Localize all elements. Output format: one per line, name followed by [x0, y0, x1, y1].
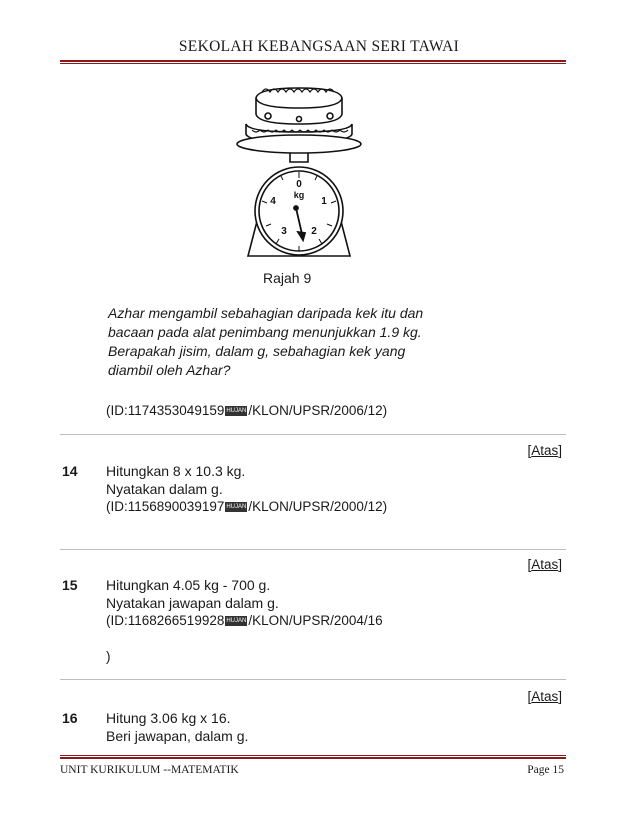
q14-id [106, 499, 387, 514]
q14-line-1: Hitungkan 8 x 10.3 kg. [106, 463, 246, 479]
figure-caption: Rajah 9 [263, 270, 312, 286]
separator [60, 549, 566, 550]
q15-id [106, 613, 383, 628]
q16-number: 16 [62, 710, 78, 726]
footer-page-number: Page 15 [527, 764, 564, 776]
q13-id-suffix: /KLON/UPSR/2006/12) [248, 403, 388, 418]
header-rule [60, 60, 566, 62]
q15-line-2: Nyatakan jawapan dalam g. [106, 595, 279, 611]
q16-line-1: Hitung 3.06 kg x 16. [106, 710, 231, 726]
dial-label-3: 3 [281, 226, 287, 237]
q15-line-1: Hitungkan 4.05 kg - 700 g. [106, 577, 271, 593]
footer-rule [60, 757, 566, 759]
separator [60, 434, 566, 435]
dial-label-4: 4 [270, 196, 276, 207]
dial-unit: kg [293, 190, 305, 200]
atas-link-label[interactable]: Atas [531, 689, 559, 704]
atas-link-2[interactable]: [Atas] [527, 557, 562, 572]
weighing-scale-icon [228, 80, 370, 266]
q14-badge: HUJAN [226, 504, 247, 511]
separator [60, 679, 566, 680]
q14-number: 14 [62, 463, 78, 479]
atas-link-1[interactable]: [Atas] [527, 443, 562, 458]
atas-link-label[interactable]: Atas [531, 557, 559, 572]
dial-label-0: 0 [296, 179, 302, 190]
q13-line-4: diambil oleh Azhar? [108, 362, 231, 378]
dial-label-2: 2 [311, 226, 317, 237]
footer-left: UNIT KURIKULUM --MATEMATIK [60, 764, 239, 776]
q13-badge: HUJAN [226, 408, 247, 415]
q15-id-suffix: /KLON/UPSR/2004/16 [248, 613, 383, 628]
q14-id-suffix: /KLON/UPSR/2000/12) [248, 499, 388, 514]
q13-line-1: Azhar mengambil sebahagian daripada kek itu dan [108, 305, 424, 321]
q13-line-2: bacaan pada alat penimbang menunjukkan 1.9 kg. [108, 324, 422, 340]
q14-id-prefix: (ID:1156890039197 [106, 499, 225, 514]
q13-id [106, 403, 387, 418]
dial-label-1: 1 [321, 196, 327, 207]
q15-id-closing: ) [106, 649, 111, 664]
atas-link-label[interactable]: Atas [531, 443, 559, 458]
q15-number: 15 [62, 577, 78, 593]
q15-badge: HUJAN [226, 618, 247, 625]
q13-id-prefix: (ID:1174353049159 [106, 403, 225, 418]
page-header-title: SEKOLAH KEBANGSAAN SERI TAWAI [178, 38, 460, 55]
header-rule-thin [60, 63, 566, 64]
q15-id-prefix: (ID:1168266519928 [106, 613, 225, 628]
q14-line-2: Nyatakan dalam g. [106, 481, 223, 497]
q13-line-3: Berapakah jisim, dalam g, sebahagian kek yang [108, 343, 406, 359]
atas-link-3[interactable]: [Atas] [527, 689, 562, 704]
footer-rule-thin [60, 755, 566, 756]
q16-line-2: Beri jawapan, dalam g. [106, 728, 249, 744]
